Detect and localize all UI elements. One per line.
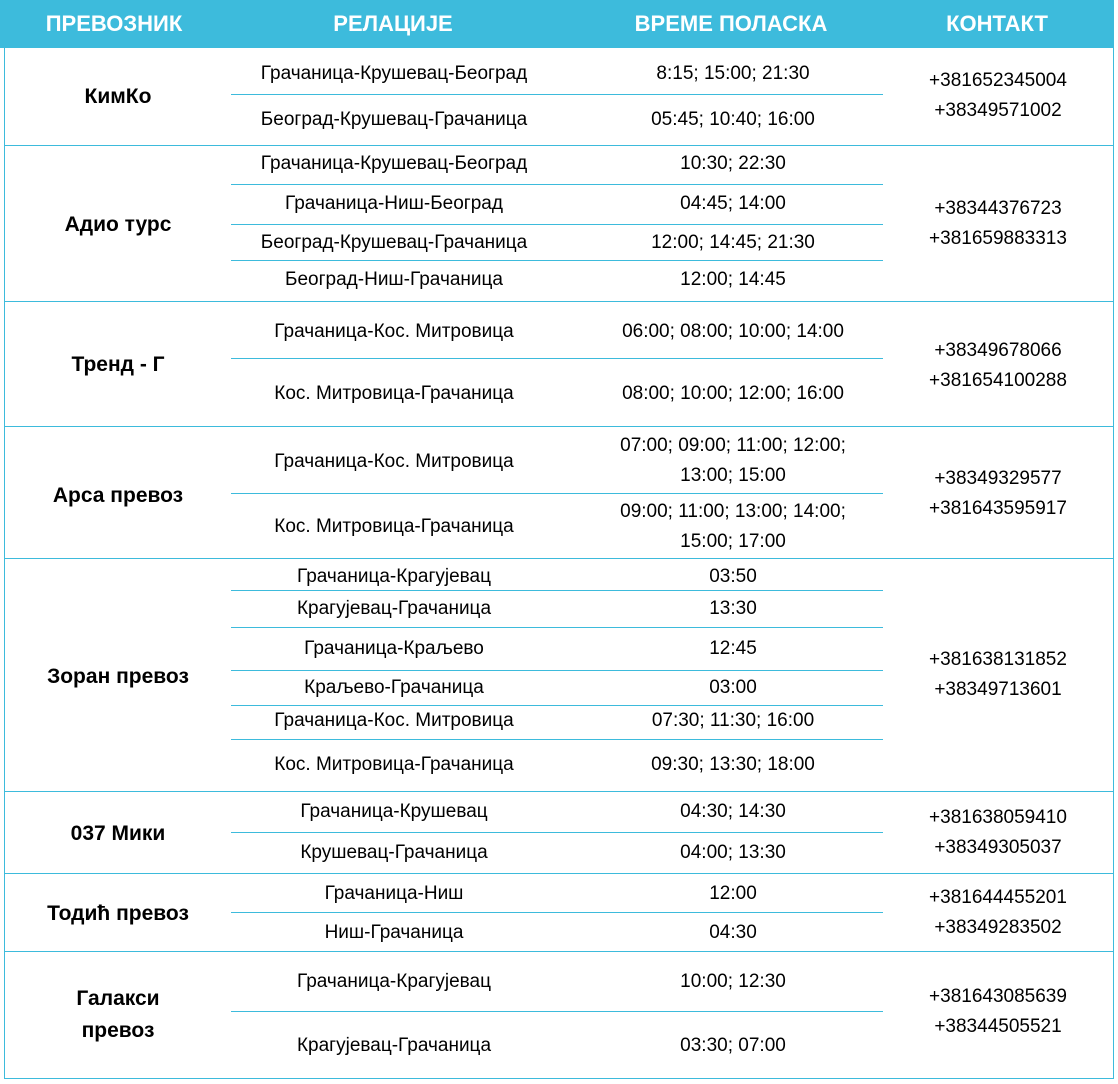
route-name: Грачаница-Крагујевац [296, 971, 492, 992]
carrier-name: Тодић превоз [47, 902, 189, 925]
route-name: Грачаница-Кос. Митровица [274, 321, 514, 342]
departure-times: 08:00; 10:00; 12:00; 16:00 [622, 383, 844, 404]
route-name: Кос. Митровица-Грачаница [274, 383, 514, 404]
carrier-name: Арса превоз [52, 484, 184, 507]
carrier-name: Адио турс [64, 213, 172, 236]
departure-times: 07:00; 09:00; 11:00; 12:00; [620, 435, 846, 456]
contact-phone: +38349329577 [934, 468, 1062, 489]
departure-times: 09:30; 13:30; 18:00 [651, 754, 815, 775]
route-name: Грачаница-Краљево [304, 638, 484, 659]
departure-times: 10:30; 22:30 [680, 153, 786, 174]
header-carrier: ПРЕВОЗНИК [45, 11, 183, 36]
carrier-name: Галакси [76, 987, 160, 1010]
row-divider [231, 670, 883, 671]
departure-times: 07:30; 11:30; 16:00 [651, 710, 815, 731]
header-routes: РЕЛАЦИЈЕ [333, 11, 453, 36]
contact-phone: +38349571002 [934, 100, 1062, 121]
row-divider [231, 832, 883, 833]
route-name: Грачаница-Крушевац-Београд [260, 153, 528, 174]
row-divider [231, 94, 883, 95]
carrier-group-zoran-prevoz [5, 558, 1113, 792]
carrier-group-kimko [5, 48, 1113, 145]
header-departure: ВРЕМЕ ПОЛАСКА [634, 11, 828, 36]
departure-times: 8:15; 15:00; 21:30 [656, 63, 810, 84]
departure-times: 13:00; 15:00 [680, 465, 786, 486]
route-name: Ниш-Грачаница [324, 922, 464, 943]
departure-times: 03:30; 07:00 [680, 1035, 786, 1056]
carrier-name: КимКо [84, 85, 152, 108]
row-divider [231, 224, 883, 225]
row-divider [231, 260, 883, 261]
row-divider [231, 184, 883, 185]
carrier-name: Зоран превоз [47, 665, 189, 688]
route-name: Грачаница-Кос. Митровица [274, 710, 514, 731]
contact-phone: +381643085639 [929, 986, 1067, 1007]
departure-times: 15:00; 17:00 [680, 531, 786, 552]
table-header [0, 0, 1114, 48]
carrier-name: 037 Мики [70, 822, 166, 845]
route-name: Крагујевац-Грачаница [296, 1035, 492, 1056]
contact-phone: +381638131852 [929, 649, 1067, 670]
contact-phone: +38349305037 [934, 837, 1062, 858]
carrier-group-adio-turs [5, 145, 1113, 302]
departure-times: 05:45; 10:40; 16:00 [651, 109, 815, 130]
departure-times: 10:00; 12:30 [680, 971, 786, 992]
contact-phone: +381659883313 [929, 228, 1067, 249]
route-name: Грачаница-Крушевац [300, 801, 488, 822]
carrier-name-line2: превоз [81, 1019, 155, 1042]
contact-phone: +38349713601 [934, 679, 1062, 700]
departure-times: 12:00; 14:45; 21:30 [651, 232, 815, 253]
contact-phone: +381654100288 [929, 370, 1067, 391]
contact-phone: +38344376723 [934, 198, 1062, 219]
route-name: Краљево-Грачаница [304, 677, 484, 698]
carrier-group-trend-g [5, 301, 1113, 427]
route-name: Грачаница-Кос. Митровица [274, 451, 514, 472]
departure-times: 04:30 [709, 922, 757, 943]
row-divider [231, 358, 883, 359]
table-body [4, 48, 1114, 1079]
departure-times: 09:00; 11:00; 13:00; 14:00; [620, 501, 846, 522]
route-name: Грачаница-Ниш-Београд [285, 193, 503, 214]
carrier-group-arsa-prevoz [5, 426, 1113, 559]
contact-phone: +381644455201 [929, 887, 1067, 908]
departure-times: 03:50 [709, 566, 757, 587]
contact-phone: +381638059410 [929, 807, 1067, 828]
contact-phone: +38349283502 [934, 917, 1062, 938]
row-divider [231, 493, 883, 494]
row-divider [231, 1011, 883, 1012]
route-name: Крагујевац-Грачаница [296, 598, 492, 619]
route-name: Крушевац-Грачаница [300, 842, 488, 863]
row-divider [231, 627, 883, 628]
carrier-group-037-miki [5, 791, 1113, 874]
departure-times: 04:45; 14:00 [680, 193, 786, 214]
carrier-group-todic-prevoz [5, 873, 1113, 952]
contact-phone: +38344505521 [934, 1016, 1062, 1037]
departure-times: 04:30; 14:30 [680, 801, 786, 822]
carrier-group-galaksi-prevoz [5, 951, 1113, 1078]
route-name: Београд-Крушевац-Грачаница [260, 109, 528, 130]
departure-times: 12:00 [709, 883, 757, 904]
departure-times: 06:00; 08:00; 10:00; 14:00 [622, 321, 844, 342]
carrier-name: Тренд - Г [71, 353, 165, 376]
row-divider [231, 739, 883, 740]
route-name: Грачаница-Крушевац-Београд [260, 63, 528, 84]
route-name: Кос. Митровица-Грачаница [274, 516, 514, 537]
departure-times: 12:45 [709, 638, 757, 659]
row-divider [231, 590, 883, 591]
departure-times: 13:30 [709, 598, 757, 619]
departure-times: 04:00; 13:30 [680, 842, 786, 863]
contact-phone: +381652345004 [929, 70, 1067, 91]
route-name: Београд-Крушевац-Грачаница [260, 232, 528, 253]
route-name: Кос. Митровица-Грачаница [274, 754, 514, 775]
departure-times: 03:00 [709, 677, 757, 698]
contact-phone: +381643595917 [929, 498, 1067, 519]
route-name: Београд-Ниш-Грачаница [285, 269, 503, 290]
contact-phone: +38349678066 [934, 340, 1062, 361]
row-divider [231, 912, 883, 913]
departure-times: 12:00; 14:45 [680, 269, 786, 290]
route-name: Грачаница-Ниш [324, 883, 464, 904]
header-contact: КОНТАКТ [946, 11, 1048, 36]
route-name: Грачаница-Крагујевац [296, 566, 492, 587]
